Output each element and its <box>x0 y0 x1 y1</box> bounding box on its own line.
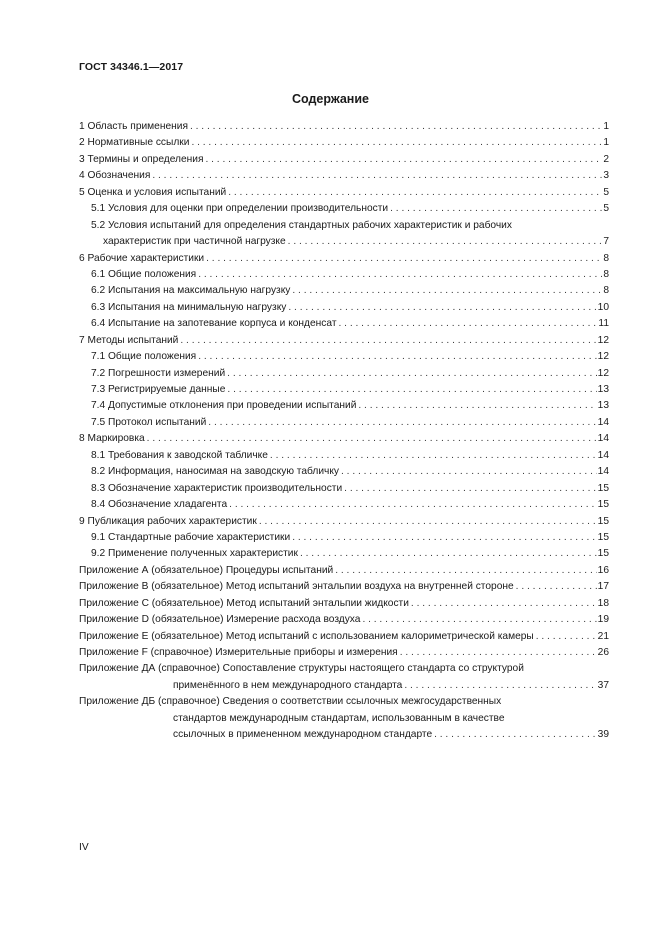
toc-entry-title: 6 Рабочие характеристики <box>79 252 205 264</box>
toc-leader-dots <box>180 333 596 349</box>
toc-leader-dots <box>536 629 597 645</box>
toc-leader-dots <box>390 201 602 217</box>
toc-leader-dots <box>339 316 598 332</box>
toc-entry-title: 3 Термины и определения <box>79 153 204 165</box>
toc-page-number: 2 <box>603 153 609 165</box>
toc-entry-title: Приложение С (обязательное) Метод испытаний энтальпии жидкости <box>79 597 409 609</box>
toc-entry-title-line: Приложение ДБ (справочное) Сведения о соответствии ссылочных межгосударственных <box>79 696 502 708</box>
toc-entry-title: 6.1 Общие положения <box>91 268 197 280</box>
toc-leader-dots <box>228 185 602 201</box>
toc-page-number: 15 <box>597 515 609 527</box>
toc-entry[interactable] <box>79 135 609 151</box>
table-of-contents <box>79 119 609 744</box>
toc-page-number: 13 <box>597 384 609 395</box>
toc-entry[interactable] <box>79 481 609 497</box>
toc-leader-dots <box>206 251 602 267</box>
toc-leader-dots <box>270 448 597 464</box>
toc-page-number: 5 <box>603 203 609 215</box>
toc-page-number: 8 <box>603 268 609 280</box>
toc-leader-dots <box>300 546 597 562</box>
toc-page-number: 1 <box>603 121 609 132</box>
toc-entry-title: 7.1 Общие положения <box>91 351 197 363</box>
toc-page-number: 13 <box>597 400 609 412</box>
toc-page-number: 1 <box>603 137 609 149</box>
toc-entry-title: 8.2 Информация, наносимая на заводскую табличку <box>91 466 339 478</box>
toc-entry-title: 9.2 Применение полученных характеристик <box>91 548 298 560</box>
toc-entry[interactable] <box>79 530 609 546</box>
toc-page-number: 14 <box>597 416 609 428</box>
toc-entry-title-line: применённого в нем международного стандарта <box>173 679 403 691</box>
toc-leader-dots <box>434 727 597 743</box>
toc-leader-dots <box>229 497 597 513</box>
toc-entry[interactable] <box>79 596 609 612</box>
toc-entry[interactable] <box>79 629 609 645</box>
toc-leader-dots <box>358 398 596 414</box>
toc-entry[interactable] <box>79 201 609 217</box>
toc-entry-title: 1 Область применения <box>79 121 188 132</box>
toc-leader-dots <box>516 579 597 595</box>
toc-leader-dots <box>259 514 597 530</box>
toc-leader-dots <box>404 678 596 694</box>
toc-entry[interactable] <box>79 448 609 464</box>
toc-leader-dots <box>335 563 596 579</box>
toc-entry[interactable] <box>79 398 609 414</box>
toc-entry-title-line: характеристик при частичной нагрузке <box>103 236 286 248</box>
toc-page-number: 12 <box>597 367 609 379</box>
toc-entry-title: 4 Обозначения <box>79 170 151 182</box>
toc-page-number: 16 <box>597 564 609 576</box>
toc-page-number: 3 <box>603 170 609 182</box>
toc-entry-title-line: стандартов международным стандартам, использованным в качестве <box>173 712 505 724</box>
toc-page-number: 5 <box>603 186 609 198</box>
toc-entry-title: 8.1 Требования к заводской табличке <box>91 449 268 461</box>
toc-page-number: 14 <box>597 466 609 478</box>
toc-page-number: 21 <box>597 630 609 642</box>
toc-entry-title: Приложение Е (обязательное) Метод испытаний с использованием калориметрической камеры <box>79 630 534 642</box>
toc-entry[interactable] <box>79 514 609 530</box>
toc-page-number: 26 <box>597 647 609 658</box>
toc-entry[interactable] <box>79 464 609 480</box>
toc-entry[interactable] <box>79 119 609 135</box>
toc-entry[interactable] <box>79 333 609 349</box>
toc-page-number: 19 <box>597 614 609 626</box>
toc-entry-title: 9.1 Стандартные рабочие характеристики <box>91 531 291 543</box>
toc-entry-title: 9 Публикация рабочих характеристик <box>79 515 257 527</box>
toc-entry-title: 5 Оценка и условия испытаний <box>79 186 227 198</box>
page-title: Содержание <box>291 92 369 106</box>
toc-entry[interactable] <box>79 218 609 251</box>
toc-entry-title: 6.4 Испытание на запотевание корпуса и конденсат <box>91 318 337 330</box>
toc-entry[interactable] <box>79 431 609 447</box>
toc-entry-title: 7.4 Допустимые отклонения при проведении испытаний <box>91 400 357 412</box>
toc-entry-title: Приложение В (обязательное) Метод испытаний энтальпии воздуха на внутренней стороне <box>79 581 514 593</box>
toc-entry-title: 7 Методы испытаний <box>79 334 179 346</box>
toc-leader-dots <box>191 135 602 151</box>
toc-leader-dots <box>227 382 596 398</box>
toc-entry[interactable] <box>79 415 609 431</box>
toc-leader-dots <box>288 234 603 250</box>
toc-entry-title: 2 Нормативные ссылки <box>79 137 190 149</box>
toc-entry[interactable] <box>79 579 609 595</box>
toc-entry[interactable] <box>79 563 609 579</box>
toc-entry-title-line: Приложение ДА (справочное) Сопоставление структуры настоящего стандарта со структурой <box>79 663 524 675</box>
toc-entry[interactable] <box>79 382 609 398</box>
toc-page-number: 15 <box>597 531 609 543</box>
toc-entry[interactable] <box>79 251 609 267</box>
toc-entry-title-line: ссылочных в примененном международном стандарте <box>173 729 433 741</box>
toc-entry-title: 7.2 Погрешности измерений <box>91 367 226 379</box>
toc-entry-title: 8.3 Обозначение характеристик производительности <box>91 482 343 494</box>
toc-page-number: 14 <box>597 433 609 445</box>
toc-leader-dots <box>205 152 602 168</box>
toc-page-number: 39 <box>597 729 609 741</box>
toc-entry[interactable] <box>79 366 609 382</box>
toc-entry[interactable] <box>79 694 609 743</box>
toc-entry[interactable] <box>79 316 609 332</box>
toc-leader-dots <box>344 481 597 497</box>
toc-entry-title: Приложение D (обязательное) Измерение расхода воздуха <box>79 614 361 626</box>
toc-entry[interactable] <box>79 612 609 628</box>
toc-page-number: 15 <box>597 482 609 494</box>
toc-entry-title: 7.5 Протокол испытаний <box>91 416 207 428</box>
toc-page-number: 37 <box>597 679 609 691</box>
toc-entry-title: 6.2 Испытания на максимальную нагрузку <box>91 285 291 297</box>
toc-entry-title: 8.4 Обозначение хладагента <box>91 499 228 511</box>
toc-page-number: 12 <box>597 334 609 346</box>
toc-page-number: 12 <box>597 351 609 363</box>
toc-leader-dots <box>227 366 597 382</box>
toc-entry-title: 5.1 Условия для оценки при определении производительности <box>91 203 389 215</box>
toc-leader-dots <box>208 415 596 431</box>
toc-entry-title: 7.3 Регистрируемые данные <box>91 384 226 395</box>
toc-entry-title: 6.3 Испытания на минимальную нагрузку <box>91 301 287 313</box>
toc-leader-dots <box>411 596 597 612</box>
toc-entry[interactable] <box>79 497 609 513</box>
document-header: ГОСТ 34346.1—2017 <box>79 61 184 73</box>
toc-leader-dots <box>362 612 596 628</box>
toc-leader-dots <box>152 168 602 184</box>
toc-entry[interactable] <box>79 185 609 201</box>
toc-entry[interactable] <box>79 546 609 562</box>
toc-entry[interactable] <box>79 267 609 283</box>
toc-entry[interactable] <box>79 661 609 694</box>
toc-page-number: 14 <box>597 449 609 461</box>
toc-entry[interactable] <box>79 645 609 661</box>
toc-leader-dots <box>292 530 596 546</box>
toc-page-number: 18 <box>597 597 609 609</box>
toc-entry-title-line: 5.2 Условия испытаний для определения стандартных рабочих характеристик и рабочих <box>91 219 512 231</box>
page-number: IV <box>79 842 89 853</box>
toc-leader-dots <box>292 283 602 299</box>
toc-page-number: 11 <box>598 318 609 330</box>
toc-leader-dots <box>147 431 597 447</box>
toc-entry-title: Приложение А (обязательное) Процедуры испытаний <box>79 564 334 576</box>
toc-leader-dots <box>341 464 597 480</box>
toc-leader-dots <box>190 119 602 135</box>
toc-page-number: 10 <box>597 301 609 313</box>
toc-entry-title: Приложение F (справочное) Измерительные приборы и измерения <box>79 647 398 658</box>
toc-entry[interactable] <box>79 168 609 184</box>
toc-page-number: 8 <box>603 285 609 297</box>
toc-leader-dots <box>288 300 596 316</box>
toc-entry[interactable] <box>79 300 609 316</box>
toc-page-number: 8 <box>603 252 609 264</box>
toc-leader-dots <box>400 645 597 661</box>
toc-page-number: 17 <box>597 581 609 593</box>
toc-page-number: 15 <box>597 548 609 560</box>
toc-leader-dots <box>198 349 596 365</box>
toc-leader-dots <box>198 267 602 283</box>
toc-page-number: 7 <box>603 236 609 248</box>
toc-entry[interactable] <box>79 283 609 299</box>
toc-entry[interactable] <box>79 349 609 365</box>
toc-entry-title: 8 Маркировка <box>79 433 145 445</box>
toc-page-number: 15 <box>597 499 609 511</box>
toc-entry[interactable] <box>79 152 609 168</box>
